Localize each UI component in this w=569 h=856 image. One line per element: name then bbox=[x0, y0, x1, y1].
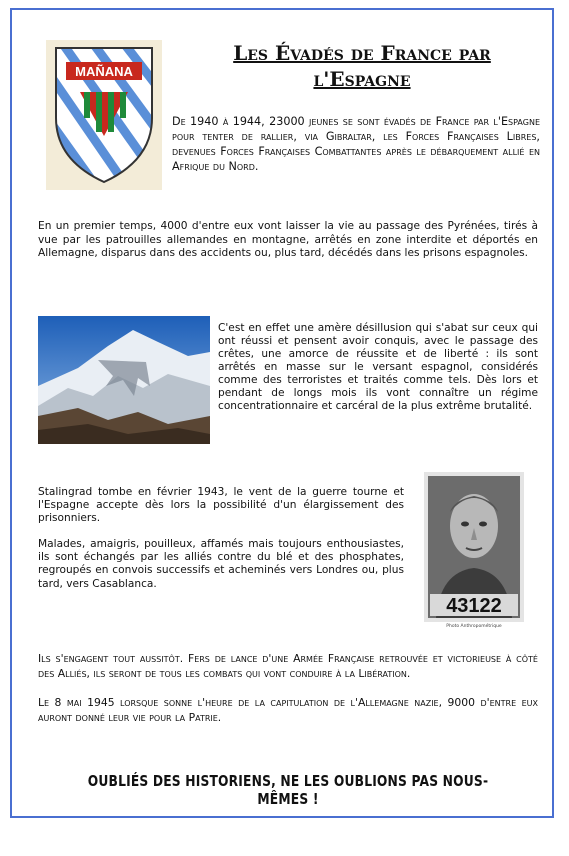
paragraph-engagement: Ils s'engagent tout aussitôt. Fers de lance d'une Armée Française retrouvée et victorieuse à côté des Alliés, ils seront de tous les combats qui vont conduire à la Libération. bbox=[38, 652, 538, 680]
paragraph-disillusion: C'est en effet une amère désillusion qui s'abat sur ceux qui ont réussi et pensent avoir conquis, avec le passage des crêtes, une amorce de réussite et de liberté : ils sont arrêtés en masse sur le versant espagnol, considérés comme des terroristes et traités comme tels. Dès lors et pendant de longs mois ils vont connaître un régime concentrationnaire et carcéral de la plus extrême brutalité. bbox=[218, 322, 538, 412]
prisoner-number: 43122 bbox=[446, 595, 502, 617]
closing-slogan: OUBLIÉS DES HISTORIENS, NE LES OUBLIONS PAS NOUS-MÊMES ! bbox=[87, 772, 489, 808]
shield-emblem bbox=[46, 40, 162, 190]
intro-text: De 1940 à 1944, 23000 jeunes se sont évadés de France par l'Espagne pour tenter de rallier, via Gibraltar, les Forces Françaises Libres, devenues Forces Françaises Combattantes après le débarquement allié en Afrique du Nord. bbox=[172, 115, 540, 173]
emblem-text: MAÑANA bbox=[75, 64, 133, 79]
paragraph-capitulation: Le 8 mai 1945 lorsque sonne l'heure de la capitulation de l'Allemagne nazie, 9000 d'entre eux auront donné leur vie pour la Patrie. bbox=[38, 696, 538, 724]
paragraph-stalingrad: Stalingrad tombe en février 1943, le vent de la guerre tourne et l'Espagne accepte dès lors la possibilité d'un élargissement des prisonniers. bbox=[38, 486, 404, 525]
paragraph-exchange: Malades, amaigris, pouilleux, affamés mais toujours enthousiastes, ils sont échangés par les alliés contre du blé et des phosphates, regroupés en convois successifs et acheminés vers Londres ou, plus tard, vers Casablanca. bbox=[38, 538, 404, 590]
paragraph-first-period: En un premier temps, 4000 d'entre eux vont laisser la vie au passage des Pyrénées, tirés à vue par les patrouilles allemandes en montagne, arrêtés en zone interdite et déportés en Allemagne, disparus dans des accidents ou, plus tard, décédés dans les prisons espagnoles. bbox=[38, 220, 538, 259]
prisoner-portrait bbox=[424, 472, 524, 622]
mountain-photo bbox=[38, 316, 210, 444]
page-title: Les Évadés de France par l'Espagne bbox=[233, 41, 491, 91]
photo-credit: Photo Anthropométrique bbox=[446, 624, 502, 629]
page-frame bbox=[10, 8, 554, 818]
